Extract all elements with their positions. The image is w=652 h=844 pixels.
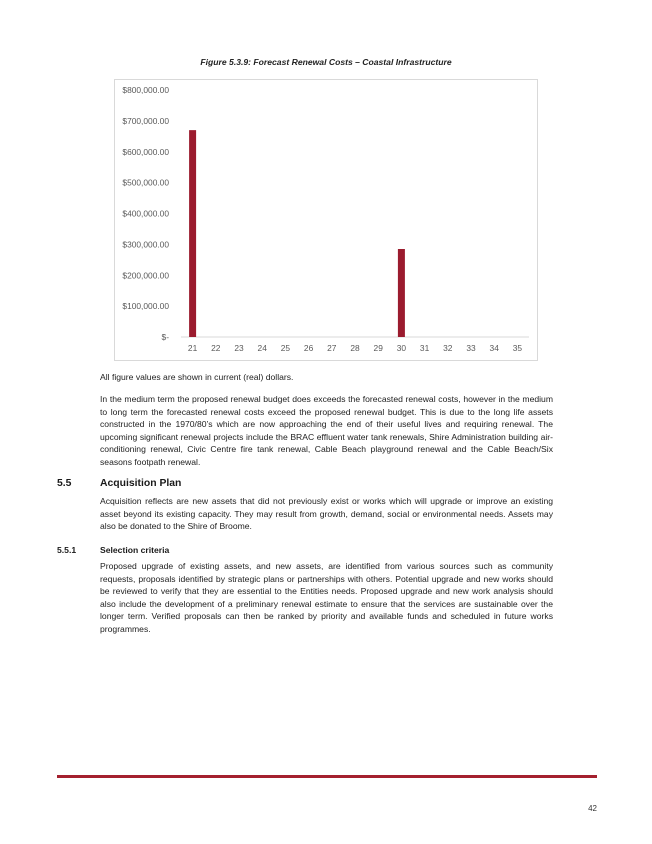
x-tick-label: 26 [303, 343, 314, 353]
y-tick-label: $400,000.00 [122, 208, 169, 219]
x-tick-label: 29 [373, 343, 383, 353]
y-tick-label: $800,000.00 [122, 85, 169, 95]
x-tick-label: 22 [211, 343, 221, 353]
x-tick-label: 23 [234, 343, 244, 353]
footer-rule [57, 775, 597, 778]
x-tick-label: 28 [350, 343, 360, 353]
y-tick-label: $700,000.00 [122, 115, 169, 126]
values-note: All figure values are shown in current (real) dollars. [100, 372, 294, 382]
section-heading-acquisition [57, 478, 181, 489]
subsection-title: Selection criteria [100, 545, 170, 555]
y-tick-label: $600,000.00 [122, 146, 169, 157]
x-tick-label: 33 [466, 343, 476, 353]
x-tick-label: 34 [489, 343, 499, 353]
acquisition-paragraph: Acquisition reflects are new assets that did not previously exist or works which will upgrade or improve an existing asset beyond its existing capacity. They may result from growth, demand, social or environmental needs. Assets may also be donated to the Shire of Broome. [100, 496, 553, 532]
y-tick-label: $100,000.00 [122, 301, 169, 312]
x-tick-label: 24 [257, 343, 267, 353]
y-tick-label: $500,000.00 [122, 177, 169, 188]
renewal-paragraph: In the medium term the proposed renewal budget does exceeds the forecasted renewal costs, however in the medium to long term the forecasted renewal costs exceed the proposed renewal budget. This is due to the long life assets constructed in the 1970/80’s which are now approaching the end of their useful lives and requiring renewal. The upcoming significant renewal projects include the BRAC effluent water tank renewals, Shire Administration building air-conditioning renewal, Civic Centre fire tank renewal, Cable Beach playground renewal and the Cable Beach/Six seasons footpath renewal. [100, 394, 553, 467]
x-tick-label: 31 [419, 343, 430, 353]
selection-paragraph: Proposed upgrade of existing assets, and new assets, are identified from various sources such as community requests, proposals identified by strategic plans or partnerships with others. Potential upgrade and new works should be reviewed to verify that they are essential to the Entities needs. Proposed upgrade and new work analysis should also include the development of a preliminary renewal estimate to ensure that the services are sustainable over the longer term. Verified proposals can then be ranked by priority and available funds and scheduled in future works programmes. [100, 561, 553, 634]
bar-30 [398, 249, 405, 337]
y-tick-label: $300,000.00 [122, 239, 169, 250]
subsection-number: 5.5.1 [57, 545, 77, 555]
page-number: 42 [588, 804, 597, 813]
x-tick-label: 27 [327, 343, 337, 353]
x-tick-label: 35 [512, 343, 523, 353]
chart-svg [115, 80, 539, 362]
x-tick-label: 21 [187, 343, 198, 353]
y-tick-label: $200,000.00 [122, 270, 169, 281]
renewal-costs-chart [114, 79, 538, 361]
x-tick-label: 25 [280, 343, 291, 353]
figure-caption: Figure 5.3.9: Forecast Renewal Costs – Coastal Infrastructure [200, 57, 452, 67]
x-tick-label: 30 [396, 343, 407, 353]
x-tick-label: 32 [443, 343, 453, 353]
section-title: Acquisition Plan [100, 478, 182, 489]
bar-21 [189, 130, 196, 337]
subsection-heading-selection [57, 545, 169, 555]
section-number: 5.5 [57, 478, 72, 489]
y-tick-label: $- [161, 332, 169, 342]
